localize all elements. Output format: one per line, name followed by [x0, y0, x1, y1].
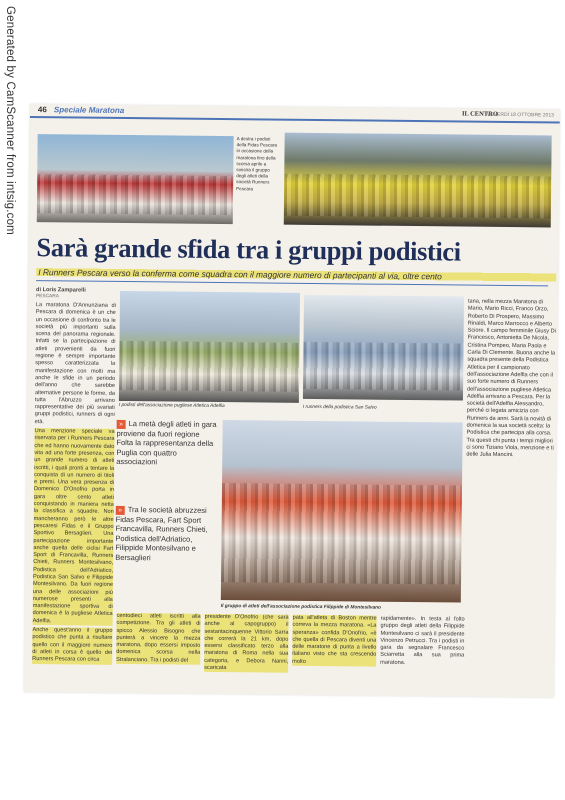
- byline-place: PESCARA: [35, 294, 59, 300]
- scanned-newspaper-page: [24, 104, 560, 698]
- callout-text: La metà degli atleti in gara proviene da fuori regione Folta la rappresentanza della Puglia con quattro associazioni: [116, 419, 217, 467]
- article-column-1: [32, 302, 116, 664]
- article-column-bottom-2: presidente D'Onofrio (che sarà anche al capogruppo) il sestantacinquenne Vittorio Sarra che correrà la 21 km, dopo essersi classificato terzo alla maratona di Roma nella sua categoria, e Debora Nanni, scaricata: [204, 613, 289, 672]
- newspaper-name: IL CENTRO: [461, 110, 498, 118]
- article-column-bottom-1: centodieci atleti iscritti alla competizione. Tra gli atleti di spicco Alessio Bisogno che punterà a vincere la mezza maratona, dopo essersi imposto domenica scorsa nella Stralanciano. Tra i podisti del: [116, 612, 201, 664]
- watermark-text: Generated by CamScanner from intsig.com: [4, 6, 16, 235]
- article-column-bottom-4: rapidamente». In testa al folto gruppo degli atleti della Filippide Montesilvano ci sarà il presidente Vincenzo Petrucci. Tra i podisti in gara da segnalare Francesco Sciarretta alla sua prima maratona.: [380, 615, 465, 666]
- photo-atletica-adelfia: [119, 291, 300, 403]
- callout-text: Tra le società abruzzesi Fidas Pescara, Fart Sport Francavilla, Runners Chieti, Podistica dell'Adriatico, Filippide Montesilvano e Bersaglieri: [115, 505, 208, 562]
- article-paragraph: La maratona D'Annunziana di Pescara di domenica è un che un occasione di confronto tra le società più importanti sulla scena del panorama regionale. Infatti se la partecipazione di atleti provenienti da fuori regione è sempre importante spesso caratterizzata la manifestazione con molti ma anche le sfide in un periodo dell'anno che sarebbe alternative persone le forme, da tutta l'Abruzzo arrivano rappresentative dei più svariati gruppi podistici, runners di ogni età.: [34, 302, 116, 425]
- page-header: [30, 104, 560, 124]
- page-number: 46: [37, 105, 47, 115]
- article-column-bottom-3: pata all'atleta di Boston mentre correva la mezza maratona. «La speranza» confida D'Onofrio, «è che quella di Pescara diventi una delle maratone di punta a livello italiano visto che sta crescendo molto: [292, 615, 377, 667]
- camscanner-watermark: [2, 6, 18, 306]
- photo-runners-pescara: [284, 133, 552, 228]
- caption-filippide-montesilvano: Il gruppo di atleti dell'associazione podistica Filippide di Montesilvano: [220, 604, 382, 611]
- photo-filippide-montesilvano: [221, 420, 463, 603]
- arrow-icon: »: [116, 506, 125, 515]
- article-column-right: tana, nella mezza Maratona di Mario, Mario Ricci, Franco Orzo, Roberto Di Prospero, Massimo Rinaldi, Marco Marrocco e Alberto Sciore. Il campo femminile Giusy Di Francesco, Antonietta De Nicola, Cristina Pompeo, Maria Paola e Carla Di Clemente. Buona anche la squadra presente della Podistica Atletica per il campionato dell'associazione Adelfia che con il suo forte numero di Runners dell'associazione pugliese Atletica Adelfia arrivano a Pescara. Per la società dell'Adelfia Alessandro, perché ci legata amicizia con Runners da anni. Sarà la novità di domenica la sua società scelta: la Podistica che partecipa alla corsa. Tra questi chi punta i tempi migliori ci sono Tiziano Viola, menzione e ti delle Julia Mancini.: [466, 298, 556, 459]
- section-title: Speciale Maratona: [53, 105, 125, 115]
- callout-fuori-regione: [116, 419, 216, 468]
- photo-podistica-san-salvo: [303, 295, 464, 401]
- headline: Sarà grande sfida tra i gruppi podistici: [36, 232, 461, 267]
- article-paragraph: Anche quest'anno il gruppo podistico che punta a risultare quello con il maggiore numero di atleti in corsa è quello dei Runners Pescara con circa: [32, 627, 113, 664]
- photo-fidas-pescara: [37, 134, 234, 224]
- caption-atletica-adelfia: I podisti dell'associazione pugliese Atletica Adelfia: [118, 402, 225, 410]
- article-paragraph: Una menzione speciale va riservata per i Runners Pescara che ed hanno nuovamente dato vita ad una forte presenza, con un grande numero di atleti iscritti, i quali pronti a tentare la conquista di un numero di titoli e premi. Una vera presenza di Domenico D'Onofrio porta in gara oltre cento atleti conquistando in maniera netta la classifica a squadre. Non mancheranno però le altre pescaresi Fidas e il Gruppo Sportivo Bersaglieri. Una partecipazione importante anche quella delle ciclisi Fart Sport di Francavilla, Runners Chieti, Runners Montesilvano, Podistica dell'Adriatico, Podistica San Salvo e Filippide Montesilvano. Da fuori regione una delle associazioni più numerose presenti alla manifestazione sportiva di domenica è la pugliese Atletica Adelfia.: [32, 428, 115, 625]
- subheadline: I Runners Pescara verso la conferma come squadra con il maggiore numero di partecipanti al via, oltre cento: [36, 267, 556, 282]
- callout-societa-abruzzesi: [115, 505, 216, 563]
- byline: di Loris Zamparelli: [36, 287, 86, 294]
- caption-podistica-san-salvo: I runners della podistica San Salvo: [302, 404, 377, 411]
- arrow-icon: »: [117, 420, 126, 429]
- top-photos-caption: A destra i podisti della Fidas Pescara in occasione della maratona fino della scorsa aprile a sinistra il gruppo degli atleti della società Runners Pescara: [236, 136, 277, 191]
- issue-date: VENERDÌ 18 OTTOBRE 2013: [486, 111, 554, 119]
